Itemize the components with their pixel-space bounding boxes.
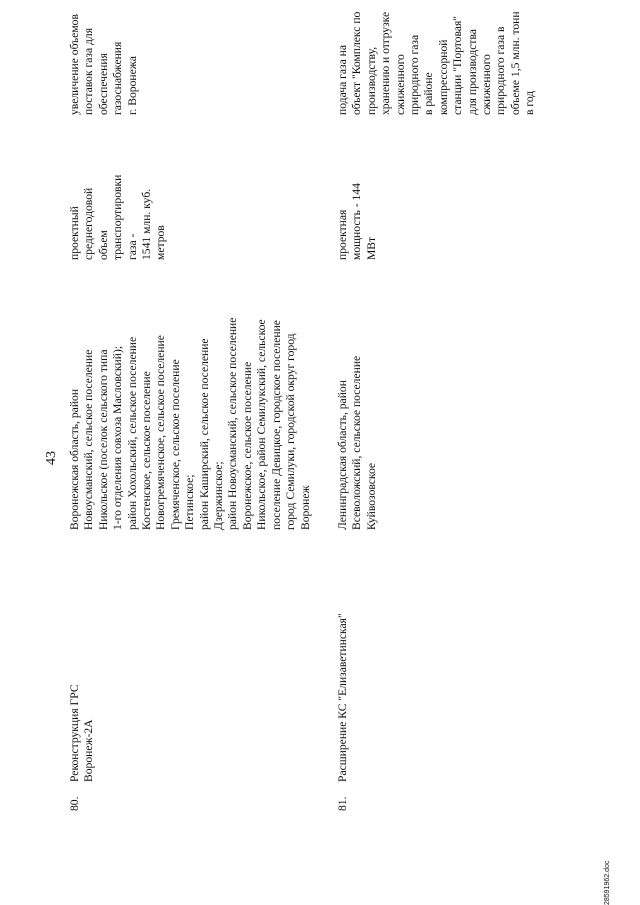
footer-filename: 28591962.doc bbox=[604, 860, 611, 905]
row-81-location: Ленинградская область, район Всеволожский, сельское поселение Куйвозовское bbox=[336, 355, 378, 530]
row-80-purpose: увеличение объемов поставок газа для обеспечения газоснабжения г. Воронежа bbox=[68, 14, 139, 115]
row-81-name: Расширение КС "Елизаветинская" bbox=[336, 613, 349, 782]
page-number: 43 bbox=[44, 451, 59, 465]
row-80-name: Реконструкция ГРС Воронеж-2А bbox=[68, 684, 96, 782]
row-80-number: 80. bbox=[68, 796, 81, 811]
row-80-capacity: проектный среднегодовой объем транспортировки газа - 1541 млн. куб. метров bbox=[68, 174, 168, 260]
row-80-location: Воронежская область, район Новоусманский, сельское поселение Никольское (поселок сельского типа 1-го отделения совхоза Масловский); район Хохольский, сельское поселение Костенское, сельское поселение Новогремяченское, сельское поселение Гремяченское, сельское поселение Петинское; район Каширский, сельское поселение Дзержинское; район Новоусманский, сельское поселение Воронежское, сельское поселение Никольское, район Семилукский, сельское поселение Девицкое, городское поселение город Семилуки, городской округ город Воронеж bbox=[68, 317, 312, 530]
row-81-capacity: проектная мощность - 144 МВт bbox=[336, 183, 378, 260]
row-81-number: 81. bbox=[336, 796, 349, 811]
row-81-purpose: подача газа на объект "Комплекс по производству, хранению и отгрузке сжиженного природного газа в районе компрессорной станции "Портовая" для производства сжиженного природного газа в объеме 1,5 млн. тонн в год bbox=[336, 11, 537, 115]
